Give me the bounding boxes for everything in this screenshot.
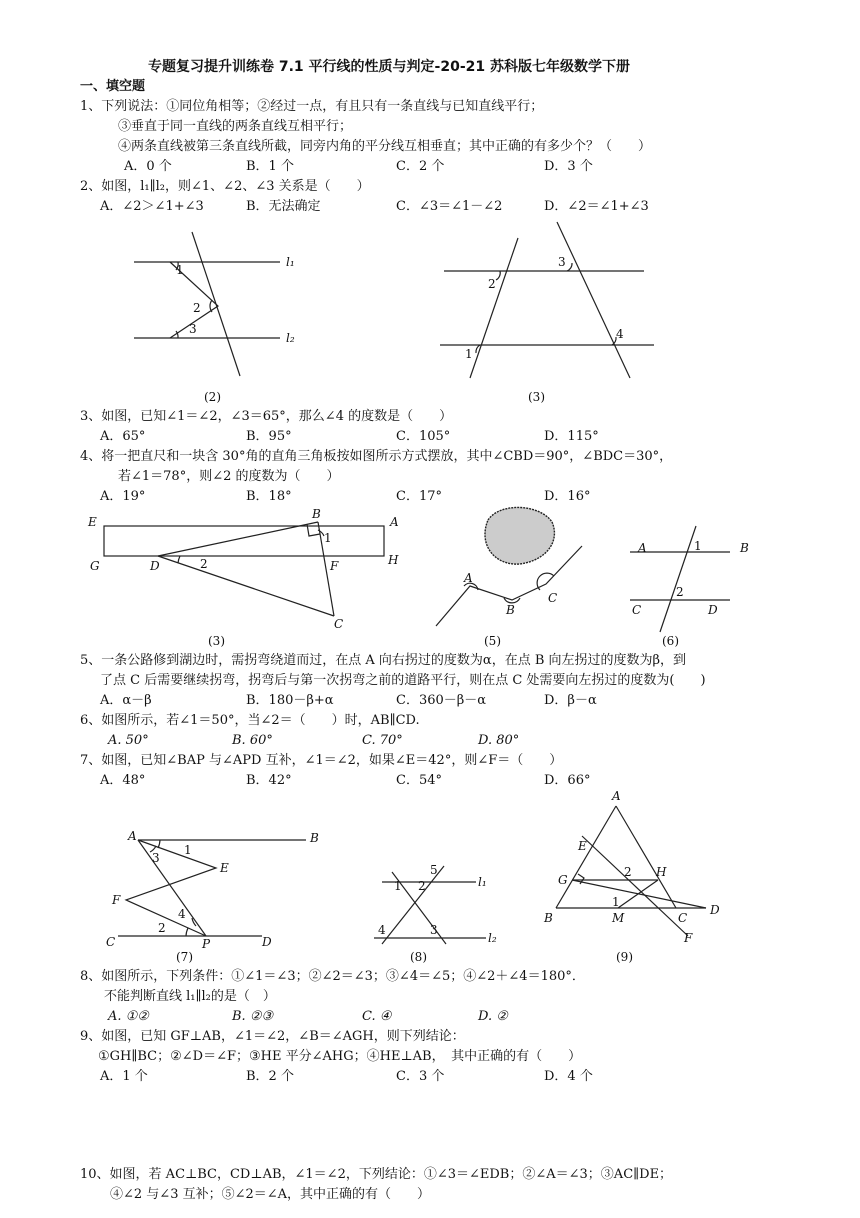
fig5-B: B bbox=[506, 603, 515, 617]
q4-stem: 4、将一把直尺和一块含 30°角的直角三角板按如图所示方式摆放，其中∠CBD＝90°，∠BDC＝30°， bbox=[80, 449, 673, 464]
fig-rt-D: D bbox=[150, 559, 160, 573]
page-title: 专题复习提升训练卷 7.1 平行线的性质与判定-20-21 苏科版七年级数学下册 bbox=[148, 59, 631, 75]
q10-stem: 10、如图，若 AC⊥BC，CD⊥AB，∠1＝∠2，下列结论：①∠3＝∠EDB；②∠A＝∠3；③AC∥DE； bbox=[80, 1167, 673, 1182]
fig9-B: B bbox=[544, 911, 553, 925]
fig7-angle-3: 3 bbox=[152, 851, 160, 865]
fig9-C: C bbox=[678, 911, 688, 925]
fig9-angle-1: 1 bbox=[612, 895, 620, 909]
q5-option-b: B．180－β+α bbox=[246, 693, 334, 708]
q9-option-b: B．2 个 bbox=[246, 1069, 294, 1084]
fig7-angle-2: 2 bbox=[158, 921, 166, 935]
q2-option-a: A．∠2＞∠1+∠3 bbox=[100, 199, 204, 214]
q5-line2: 了点 C 后需要继续拐弯，拐弯后与第一次拐弯之前的道路平行，则在点 C 处需要向左拐过的度数为( ) bbox=[100, 673, 706, 688]
fig7-caption: (7) bbox=[176, 950, 193, 964]
fig6-D: D bbox=[708, 603, 718, 617]
q8-line2: 不能判断直线 l₁∥l₂的是（ ） bbox=[104, 989, 276, 1004]
fig3-angle-3: 3 bbox=[558, 255, 566, 269]
q3-option-d: D．115° bbox=[544, 429, 599, 444]
q8-option-c: C. ④ bbox=[362, 1009, 392, 1024]
q1-option-d: D．3 个 bbox=[544, 159, 593, 174]
fig8-angle-4: 4 bbox=[378, 923, 386, 937]
q3-option-b: B．95° bbox=[246, 429, 292, 444]
q3-stem: 3、如图，已知∠1＝∠2，∠3＝65°，那么∠4 的度数是（ ） bbox=[80, 409, 453, 424]
fig5-C: C bbox=[548, 591, 558, 605]
fig-rt-C: C bbox=[334, 617, 344, 631]
q6-stem: 6、如图所示，若∠1＝50°，当∠2＝（ ）时，AB∥CD. bbox=[80, 713, 420, 728]
fig8-angle-2: 2 bbox=[418, 879, 426, 893]
fig-rt-B: B bbox=[312, 507, 321, 521]
fig3-angle-1: 1 bbox=[465, 347, 473, 361]
fig-rt-E: E bbox=[88, 515, 97, 529]
q4-option-a: A．19° bbox=[100, 489, 146, 504]
fig-rt-angle-2: 2 bbox=[200, 557, 208, 571]
fig9-D: D bbox=[710, 903, 720, 917]
fig6-angle-2: 2 bbox=[676, 585, 684, 599]
fig9-angle-2: 2 bbox=[624, 865, 632, 879]
fig7-F: F bbox=[112, 893, 121, 907]
fig2-angle-3: 3 bbox=[189, 322, 197, 336]
q8-option-a: A. ①② bbox=[108, 1009, 149, 1024]
fig3-angle-4: 4 bbox=[616, 327, 624, 341]
q6-option-d: D. 80° bbox=[478, 733, 520, 748]
fig5-caption: (5) bbox=[484, 634, 501, 648]
q10-line2: ④∠2 与∠3 互补；⑤∠2＝∠A，其中正确的有（ ） bbox=[110, 1187, 431, 1202]
q6-option-b: B. 60° bbox=[232, 733, 273, 748]
q8-option-b: B. ②③ bbox=[232, 1009, 274, 1024]
fig7-angle-4: 4 bbox=[178, 907, 186, 921]
fig2-label-l2: l₂ bbox=[286, 331, 295, 345]
fig7-A: A bbox=[128, 829, 137, 843]
q6-option-a: A. 50° bbox=[108, 733, 149, 748]
q1-option-b: B．1 个 bbox=[246, 159, 294, 174]
fig7-C: C bbox=[106, 935, 116, 949]
fig6-caption: (6) bbox=[662, 634, 679, 648]
q9-option-d: D．4 个 bbox=[544, 1069, 593, 1084]
q2-option-b: B．无法确定 bbox=[246, 199, 321, 214]
q1-option-c: C．2 个 bbox=[396, 159, 445, 174]
q2-option-d: D．∠2＝∠1+∠3 bbox=[544, 199, 649, 214]
section-heading: 一、填空题 bbox=[80, 79, 146, 94]
q3-option-c: C．105° bbox=[396, 429, 451, 444]
fig-rt-angle-1: 1 bbox=[324, 531, 332, 545]
q5-option-c: C．360－β－α bbox=[396, 693, 487, 708]
q9-line2: ①GH∥BC；②∠D＝∠F；③HE 平分∠AHG；④HE⊥AB， 其中正确的有（ ） bbox=[98, 1049, 582, 1064]
fig9-G: G bbox=[558, 873, 568, 887]
fig2-angle-1: 1 bbox=[176, 263, 184, 277]
fig9-E: E bbox=[578, 839, 587, 853]
fig7-P: P bbox=[202, 937, 211, 951]
q3-option-a: A．65° bbox=[100, 429, 146, 444]
q9-option-c: C．3 个 bbox=[396, 1069, 445, 1084]
fig9-H: H bbox=[656, 865, 667, 879]
q7-option-d: D．66° bbox=[544, 773, 591, 788]
q7-option-b: B．42° bbox=[246, 773, 292, 788]
q1-stem: 1、下列说法：①同位角相等；②经过一点，有且只有一条直线与已知直线平行； bbox=[80, 99, 544, 114]
fig6-B: B bbox=[740, 541, 749, 555]
fig8-caption: (8) bbox=[410, 950, 427, 964]
fig8-angle-1: 1 bbox=[394, 879, 402, 893]
q5-option-d: D．β－α bbox=[544, 693, 597, 708]
fig9-caption: (9) bbox=[616, 950, 633, 964]
fig7-B: B bbox=[310, 831, 319, 845]
fig9-F: F bbox=[684, 931, 693, 945]
q7-option-c: C．54° bbox=[396, 773, 442, 788]
fig2-label-l1: l₁ bbox=[286, 255, 295, 269]
q2-option-c: C．∠3＝∠1－∠2 bbox=[396, 199, 503, 214]
fig6-A: A bbox=[638, 541, 647, 555]
fig-rt-H: H bbox=[388, 553, 399, 567]
fig8-angle-3: 3 bbox=[430, 923, 438, 937]
fig9-M: M bbox=[612, 911, 625, 925]
fig6-angle-1: 1 bbox=[694, 539, 702, 553]
q2-stem: 2、如图，l₁∥l₂，则∠1、∠2、∠3 关系是（ ） bbox=[80, 179, 370, 194]
fig3-caption: (3) bbox=[528, 390, 545, 404]
fig8-l1: l₁ bbox=[478, 875, 487, 889]
fig-rt-F: F bbox=[330, 559, 339, 573]
fig2-caption: (2) bbox=[204, 390, 221, 404]
fig-rt-G: G bbox=[90, 559, 100, 573]
fig9-A: A bbox=[612, 789, 621, 803]
fig3-angle-2: 2 bbox=[488, 277, 496, 291]
q9-option-a: A．1 个 bbox=[100, 1069, 148, 1084]
q6-option-c: C. 70° bbox=[362, 733, 403, 748]
fig8-angle-5: 5 bbox=[430, 863, 438, 877]
q1-option-a: A．0 个 bbox=[124, 159, 172, 174]
q9-stem: 9、如图，已知 GF⊥AB，∠1＝∠2，∠B＝∠AGH，则下列结论： bbox=[80, 1029, 465, 1044]
q8-option-d: D. ② bbox=[478, 1009, 508, 1024]
fig8-l2: l₂ bbox=[488, 931, 497, 945]
q4-option-d: D．16° bbox=[544, 489, 591, 504]
q1-line3: ④两条直线被第三条直线所截，同旁内角的平分线互相垂直；其中正确的有多少个？（ ） bbox=[118, 139, 652, 154]
fig-rt-caption: (3) bbox=[208, 634, 225, 648]
q7-stem: 7、如图，已知∠BAP 与∠APD 互补，∠1＝∠2，如果∠E＝42°，则∠F＝（ ） bbox=[80, 753, 563, 768]
fig6-C: C bbox=[632, 603, 642, 617]
q8-stem: 8、如图所示，下列条件：①∠1＝∠3；②∠2＝∠3；③∠4＝∠5；④∠2＋∠4＝180°． bbox=[80, 969, 585, 984]
q5-option-a: A．α－β bbox=[100, 693, 152, 708]
q1-line2: ③垂直于同一直线的两条直线互相平行； bbox=[118, 119, 353, 134]
q7-option-a: A．48° bbox=[100, 773, 146, 788]
q4-option-c: C．17° bbox=[396, 489, 442, 504]
fig7-E: E bbox=[220, 861, 229, 875]
fig2-angle-2: 2 bbox=[193, 301, 201, 315]
fig7-D: D bbox=[262, 935, 272, 949]
fig7-angle-1: 1 bbox=[184, 843, 192, 857]
q4-line2: 若∠1＝78°，则∠2 的度数为（ ） bbox=[118, 469, 340, 484]
fig-rt-A: A bbox=[390, 515, 399, 529]
q4-option-b: B．18° bbox=[246, 489, 292, 504]
q5-stem: 5、一条公路修到湖边时，需拐弯绕道而过，在点 A 向右拐过的度数为α，在点 B 向左拐过的度数为β，到 bbox=[80, 653, 687, 668]
fig5-A: A bbox=[464, 571, 473, 585]
